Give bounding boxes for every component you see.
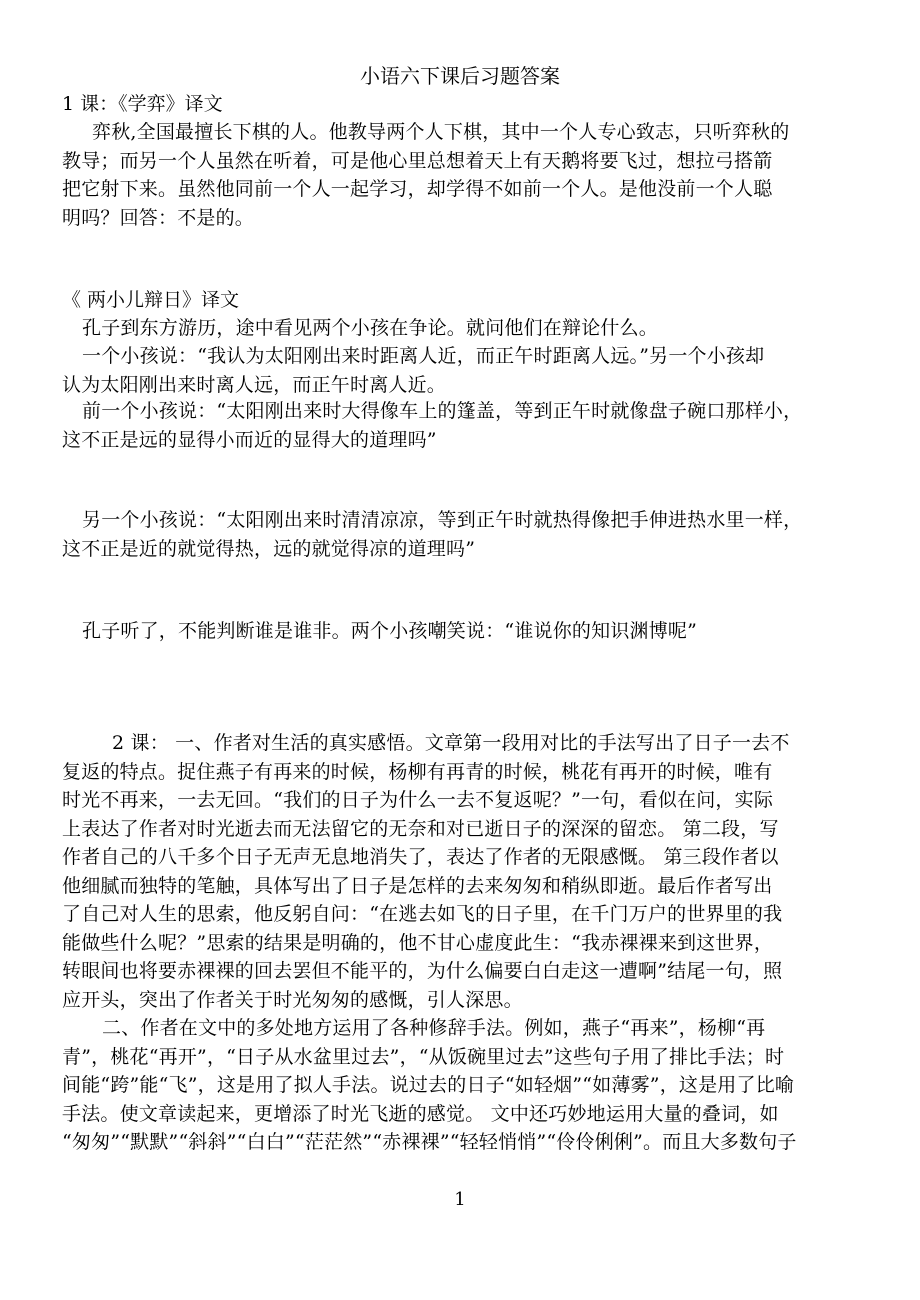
text-line: 能做些什么呢？”思索的结果是明确的，他不甘心虚度此生：“我赤裸裸来到这世界， — [62, 931, 774, 954]
text-line: 明吗？回答：不是的。 — [62, 206, 255, 229]
text-line: 作者自己的八千多个日子无声无息地消失了，表达了作者的无限感慨。 第三段作者以 — [62, 846, 779, 868]
text-line: 上表达了作者对时光逝去而无法留它的无奈和对已逝日子的深深的留恋。 第二段，写 — [62, 817, 779, 840]
lesson1b-paragraph-4 — [62, 506, 872, 563]
text-line: 孔子到东方游历，途中看见两个小孩在争论。就问他们在辩论什么。 — [82, 317, 659, 339]
lesson2-paragraph-1 — [62, 729, 872, 1014]
text-line: 教导；而另一个人虽然在听着，可是他心里总想着天上有天鹅将要飞过，想拉弓搭箭 — [62, 149, 773, 172]
lesson1b-paragraph-2 — [62, 342, 872, 399]
text-line: 了自己对人生的思索，他反躬自问：“在逃去如飞的日子里，在千门万户的世界里的我 — [62, 903, 783, 925]
lesson1-heading: 1 课：《学弈》译文 — [62, 93, 223, 115]
page-number: 1 — [454, 1189, 466, 1210]
lesson1b-paragraph-3 — [62, 397, 872, 454]
lesson1b-paragraph-5 — [62, 617, 872, 646]
text-line: 弈秋,全国最擅长下棋的人。他教导两个人下棋，其中一个人专心致志，只听弈秋的 — [92, 121, 790, 143]
text-line: 复返的特点。捉住燕子有再来的时候，杨柳有再青的时候，桃花有再开的时候，唯有 — [62, 760, 773, 783]
lesson2-paragraph-2 — [62, 1014, 872, 1157]
text-line: 这不正是远的显得小而近的显得大的道理吗” — [62, 428, 437, 451]
text-line: 时光不再来，一去无回。“我们的日子为什么一去不复返呢？”一句，看似在问，实际 — [62, 789, 774, 811]
text-line: 应开头，突出了作者关于时光匆匆的感慨，引人深思。 — [62, 988, 523, 1011]
lesson1b-paragraph-1 — [62, 314, 872, 343]
text-line: 转眼间也将要赤裸裸的回去罢但不能平的，为什么偏要白白走这一遭啊”结尾一句，照 — [62, 960, 783, 982]
text-line: 另一个小孩说：“太阳刚出来时清清凉凉，等到正午时就热得像把手伸进热水里一样， — [82, 509, 803, 531]
document-title: 小语六下课后习题答案 — [360, 64, 560, 88]
text-line: 把它射下来。虽然他同前一个人一起学习，却学得不如前一个人。是他没前一个人聪 — [62, 178, 773, 200]
text-line: 他细腻而独特的笔触，具体写出了日子是怎样的去来匆匆和稍纵即逝。最后作者写出 — [62, 874, 773, 897]
lesson1-paragraph — [62, 118, 872, 232]
text-line: “匆匆”“默默”“斜斜”“白白”“茫茫然”“赤裸裸”“轻轻悄悄”“伶伶俐俐”。而且大多数句子 — [62, 1131, 797, 1153]
text-line: 前一个小孩说：“太阳刚出来时大得像车上的篷盖，等到正午时就像盘子碗口那样小， — [82, 400, 803, 422]
text-line: 认为太阳刚出来时离人远，而正午时离人近。 — [62, 373, 447, 396]
lesson1b-heading: 《 两小儿辩日》译文 — [62, 289, 240, 311]
text-line: 间能“跨”能“飞”，这是用了拟人手法。说过去的日子“如轻烟”“如薄雾”，这是用了比喻 — [62, 1074, 795, 1096]
text-line: 2 课： 一、作者对生活的真实感悟。文章第一段用对比的手法写出了日子一去不 — [112, 732, 790, 754]
text-line: 这不正是近的就觉得热，远的就觉得凉的道理吗” — [62, 537, 476, 560]
text-line: 二、作者在文中的多处地方运用了各种修辞手法。例如，燕子“再来”，杨柳“再 — [102, 1017, 766, 1039]
text-line: 青”，桃花“再开”，“日子从水盆里过去”，“从饭碗里过去”这些句子用了排比手法；时 — [62, 1045, 785, 1068]
text-line: 手法。使文章读起来，更增添了时光飞逝的感觉。 文中还巧妙地运用大量的叠词，如 — [62, 1102, 779, 1125]
text-line: 一个小孩说：“我认为太阳刚出来时距离人近，而正午时距离人远。”另一个小孩却 — [82, 345, 765, 367]
text-line: 孔子听了，不能判断谁是谁非。两个小孩嘲笑说：“谁说你的知识渊博呢” — [82, 620, 698, 642]
